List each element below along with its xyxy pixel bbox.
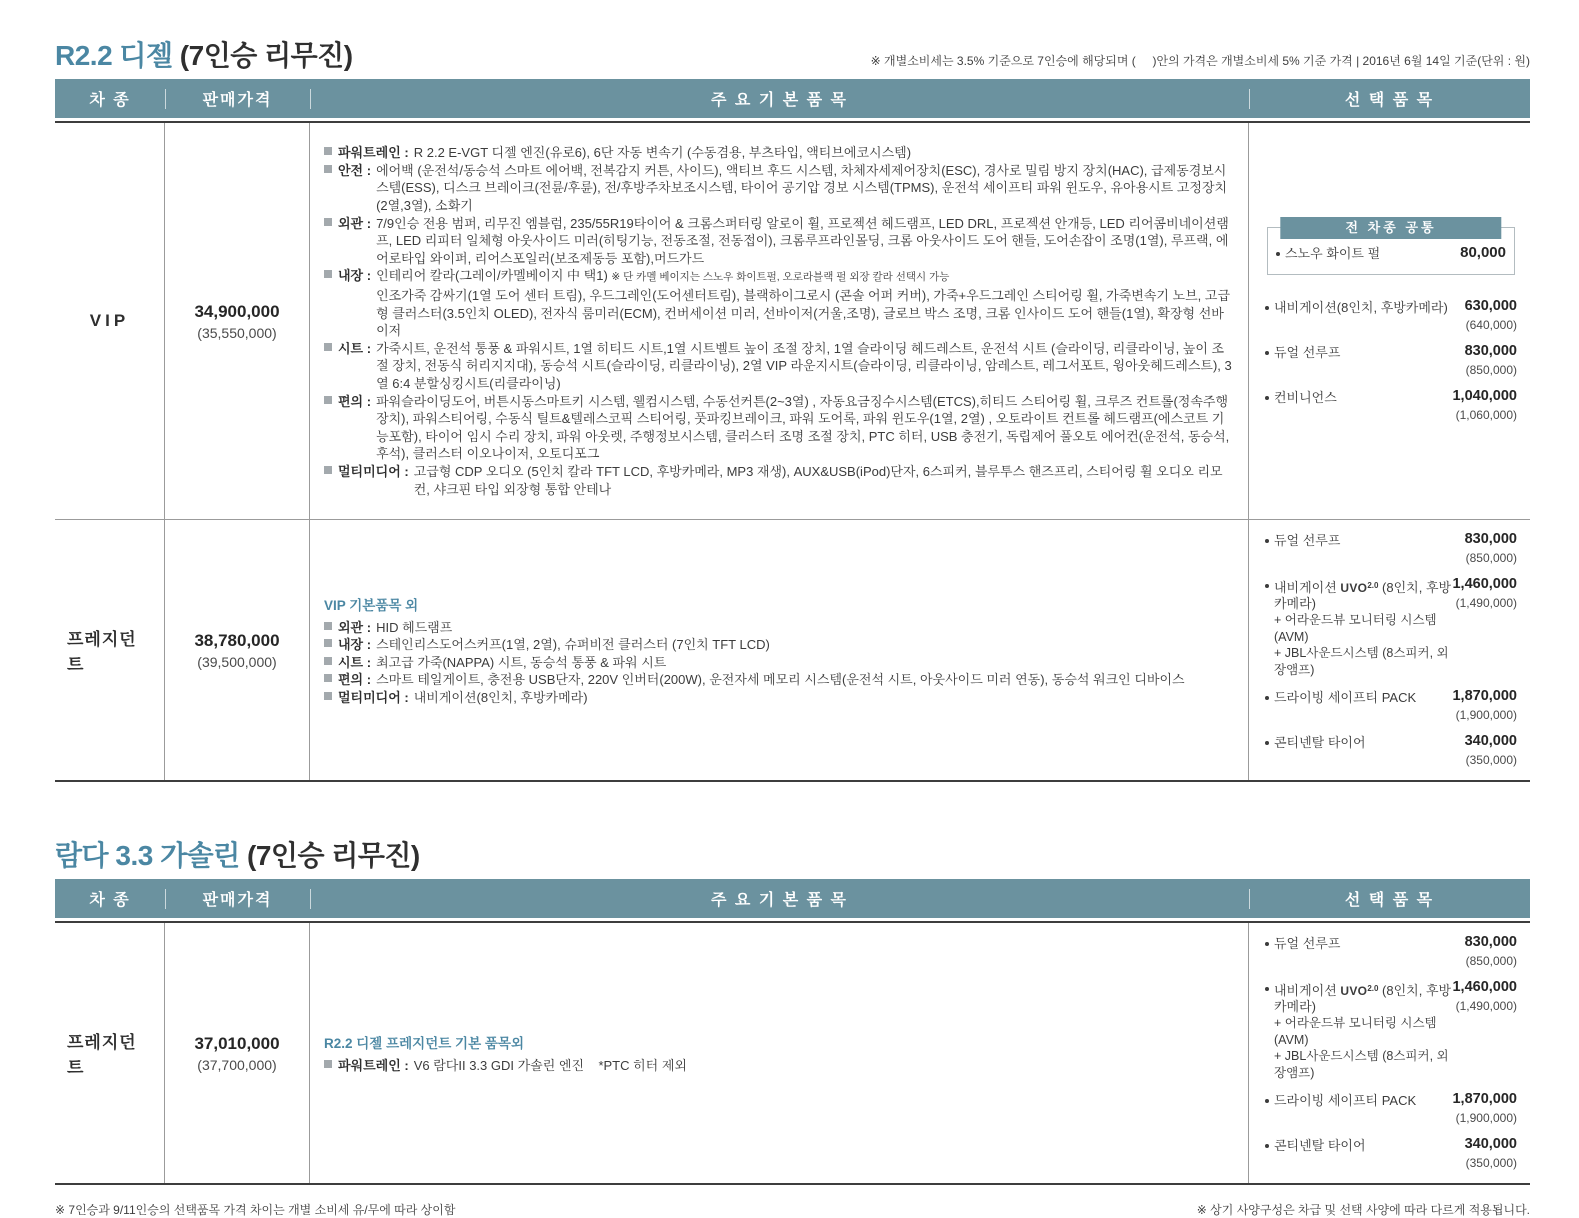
footnote-right: ※ 상기 사양구성은 차급 및 선택 사양에 따라 다르게 적용됩니다.	[1196, 1203, 1530, 1218]
option-item-dual-sunroof	[1265, 935, 1517, 969]
option-name: 드라이빙 세이프티 PACK	[1274, 1093, 1417, 1109]
option-price-alt: (350,000)	[1465, 753, 1517, 768]
section-title-accent: R2.2 디젤	[55, 40, 173, 71]
bullet-square-icon	[324, 692, 332, 700]
feature-label: 외관 :	[338, 619, 372, 635]
table-body	[55, 921, 1530, 1185]
price-main: 38,780,000	[194, 630, 280, 650]
bullet-square-icon	[324, 396, 332, 404]
feature-text: 파워슬라이딩도어, 버튼시동스마트키 시스템, 웰컴시스템, 수동선커튼(2~3열) , 자동요금징수시스템(ETCS),히티드 스티어링 휠, 크루즈 컨트롤(정속주행장치), 파워스티어링, 수동식 틸트&텔레스코픽 스티어링, 풋파킹브레이크, 파워 도어록, 파워 윈도우(1열, 2열) , 오토라이트 컨트롤 헤드램프(에스코트 기능포함), 타이어 임시 수리 장치, 파워 아웃렛, 주행정보시스템, 클러스터 조명 조절 장치, PTC 히터, USB 충전기, 독립제어 풀오토 에어컨(운전석, 동승석, 후석), 클러스터 이오나이저, 오토디포그	[376, 393, 1230, 462]
option-price: 630,000	[1464, 298, 1517, 315]
section-title	[55, 840, 420, 872]
col-header-features: 주 요 기 본 품 목	[310, 887, 1249, 910]
option-item-dual-sunroof	[1265, 344, 1517, 378]
option-subitem: + 어라운드뷰 모니터링 시스템(AVM)	[1274, 1016, 1437, 1047]
option-price-alt: (850,000)	[1465, 551, 1517, 566]
option-price: 1,870,000	[1452, 1091, 1517, 1108]
option-price-alt: (1,900,000)	[1455, 1111, 1517, 1126]
bullet-square-icon	[324, 657, 332, 665]
feature-item-safety	[324, 162, 1234, 215]
uvo-logo: UVO	[1340, 581, 1368, 596]
common-box-title: 전 차종 공통	[1280, 217, 1501, 239]
bullet-square-icon	[324, 466, 332, 474]
table-header	[55, 879, 1530, 918]
option-item-driving-safety-pack	[1265, 689, 1517, 723]
option-name: 내비게이션	[1274, 580, 1341, 596]
option-name: 콘티넨탈 타이어	[1274, 1138, 1366, 1154]
bullet-dot-icon	[1265, 942, 1269, 946]
footnotes	[55, 1201, 1530, 1218]
table-row-vip	[55, 123, 1530, 519]
col-header-model: 차 종	[89, 892, 131, 910]
feature-text: 스마트 테일게이트, 충전용 USB단자, 220V 인버터(200W), 운전자세 메모리 시스템(운전석 시트, 아웃사이드 미러 연동), 동승석 워크인 디바이스	[376, 672, 1185, 688]
section-title-rest: (7인승 리무진)	[172, 40, 353, 71]
model-name-president: 프레지던트	[55, 520, 165, 780]
bullet-dot-icon	[1265, 396, 1269, 400]
price-cell-president	[165, 520, 310, 780]
option-name: 듀얼 선루프	[1274, 936, 1341, 952]
option-item-continental-tire	[1265, 1137, 1517, 1171]
feature-label: 멀티미디어 :	[338, 690, 409, 706]
option-name-block	[1265, 980, 1452, 1081]
section-head	[55, 40, 1530, 72]
feature-label: 내장 :	[338, 637, 372, 653]
bullet-dot-icon	[1265, 1144, 1269, 1148]
option-name: 콘티넨탈 타이어	[1274, 735, 1366, 751]
feature-note: ※ 단 카멜 베이지는 스노우 화이트펄, 오로라블랙 펄 외장 칼라 선택시 가능	[611, 271, 950, 284]
option-item-navigation-uvo	[1265, 980, 1517, 1081]
bullet-dot-icon	[1265, 1099, 1269, 1103]
feature-text: 에어백 (운전석/동승석 스마트 에어백, 전복감지 커튼, 사이드), 액티브 후드 시스템, 차체자세제어장치(ESC), 경사로 밀림 방지 장치(HAC), 급제동경보시스템(ESS), 디스크 브레이크(전륜/후륜), 전/후방주차보조시스템, 타이어 공기압 경보 시스템(TPMS), 운전석 세이프티 파워 윈도우, 유아용시트 고정장치(2열,3열), 소화기	[376, 162, 1228, 214]
section-lambda-gasoline	[55, 840, 1530, 1185]
bullet-square-icon	[324, 165, 332, 173]
feature-item-exterior	[324, 215, 1234, 268]
feature-item-seat	[324, 340, 1234, 393]
section-r22-diesel	[55, 40, 1530, 782]
option-subitem: + JBL사운드시스템 (8스피커, 외장앰프)	[1274, 1049, 1449, 1080]
option-item-navigation-uvo	[1265, 577, 1517, 678]
features-cell-vip	[310, 123, 1249, 519]
feature-label: 멀티미디어 :	[338, 463, 409, 479]
common-options-box	[1267, 220, 1515, 275]
feature-item-powertrain	[324, 1057, 1234, 1075]
bullet-dot-icon	[1265, 584, 1269, 588]
base-package-note: VIP 기본품목 외	[324, 597, 419, 613]
option-name: 듀얼 선루프	[1274, 533, 1341, 549]
bullet-dot-icon	[1265, 741, 1269, 745]
bullet-dot-icon	[1276, 252, 1280, 256]
option-name: 스노우 화이트 펄	[1285, 246, 1381, 262]
bullet-square-icon	[324, 674, 332, 682]
feature-text: 고급형 CDP 오디오 (5인치 칼라 TFT LCD, 후방카메라, MP3 재생), AUX&USB(iPod)단자, 6스피커, 블루투스 핸즈프리, 스티어링 휠 오디오 리모컨, 샤크핀 타입 외장형 통합 안테나	[413, 463, 1223, 497]
feature-item-convenience	[324, 393, 1234, 463]
option-item-continental-tire	[1265, 734, 1517, 768]
option-name: 드라이빙 세이프티 PACK	[1274, 690, 1417, 706]
option-name: 컨비니언스	[1274, 390, 1337, 406]
option-price: 1,040,000	[1452, 388, 1517, 405]
option-price: 340,000	[1464, 1136, 1517, 1153]
table-row-president	[55, 519, 1530, 780]
feature-text: 인테리어 칼라(그레이/카멜베이지 中 택1)	[376, 268, 608, 284]
price-main: 34,900,000	[194, 301, 280, 321]
feature-item-interior	[324, 636, 1234, 654]
price-main: 37,010,000	[194, 1033, 280, 1053]
table-body	[55, 121, 1530, 782]
model-name-vip: VIP	[55, 123, 165, 519]
price-alt: (39,500,000)	[197, 653, 277, 670]
base-package-note: R2.2 디젤 프레지던트 기본 품목외	[324, 1036, 525, 1052]
bullet-dot-icon	[1265, 306, 1269, 310]
option-item-navigation	[1265, 299, 1517, 333]
bullet-square-icon	[324, 147, 332, 155]
section-title-rest: (7인승 리무진)	[239, 840, 420, 872]
option-price: 1,460,000	[1452, 576, 1517, 593]
feature-item-interior	[324, 267, 1234, 339]
option-item-driving-safety-pack	[1265, 1092, 1517, 1126]
feature-text: V6 람다II 3.3 GDI 가솔린 엔진 *PTC 히터 제외	[413, 1058, 687, 1074]
option-name-block	[1265, 577, 1452, 678]
feature-text: 7/9인승 전용 범퍼, 리무진 엠블럼, 235/55R19타이어 & 크롬스퍼터링 알로이 휠, 프로젝션 헤드램프, LED DRL, 프로젝션 안개등, LED 리어콤비네이션램프, LED 리피터 일체형 아웃사이드 미러(히팅기능, 전동조절, 전동접이), 크롬루프라인몰딩, 크롬 아웃사이드 도어 핸들, 도어손잡이 조명(1열), 루프랙, 에어로타입 와이퍼, 리어스포일러(보조제동등 포함),머드가드	[376, 215, 1229, 266]
feature-label: 시트 :	[338, 654, 372, 670]
bullet-square-icon	[324, 218, 332, 226]
option-name: 내비게이션	[1274, 983, 1341, 999]
col-header-price: 판매가격	[165, 887, 310, 910]
section-title	[55, 40, 353, 72]
feature-text-continued: 인조가죽 감싸기(1열 도어 센터 트림), 우드그레인(도어센터트림), 블랙하이그로시 (콘솔 어퍼 커버), 가죽+우드그레인 스티어링 휠, 가죽변속기 노브, 고급형 클러스터(3.5인치 OLED), 전자식 룸미러(ECM), 컨버세이션 미러, 선바이저(거울,조명), 글로브 박스 조명, 크롬 인사이드 도어 핸들(1열), 확장형 선바이저	[376, 288, 1231, 339]
feature-label: 외관 :	[338, 215, 372, 231]
feature-item-multimedia	[324, 689, 1234, 707]
option-price-alt: (1,490,000)	[1455, 596, 1517, 611]
option-price: 1,870,000	[1452, 688, 1517, 705]
option-item-dual-sunroof	[1265, 532, 1517, 566]
table-header	[55, 79, 1530, 118]
option-price: 80,000	[1460, 244, 1506, 262]
feature-label: 내장 :	[338, 268, 372, 284]
uvo-version: 2.0	[1367, 984, 1379, 994]
features-cell-president	[310, 520, 1249, 780]
option-item-convenience	[1265, 389, 1517, 423]
col-header-options: 선 택 품 목	[1249, 887, 1530, 910]
option-name-suffix: (8인치, 후방카메라)	[1274, 580, 1452, 612]
option-name: 내비게이션(8인치, 후방카메라)	[1274, 300, 1448, 316]
feature-text: R 2.2 E-VGT 디젤 엔진(유로6), 6단 자동 변속기 (수동겸용, 부츠타입, 액티브에코시스템)	[413, 145, 912, 161]
bullet-square-icon	[324, 622, 332, 630]
feature-item-exterior	[324, 619, 1234, 637]
feature-item-powertrain	[324, 144, 1234, 162]
option-price-alt: (1,490,000)	[1455, 999, 1517, 1014]
feature-label: 편의 :	[338, 393, 372, 409]
feature-label: 파워트레인 :	[338, 1058, 409, 1074]
feature-label: 시트 :	[338, 340, 372, 356]
options-cell-president	[1249, 923, 1530, 1183]
option-price-alt: (640,000)	[1465, 318, 1517, 333]
option-price-alt: (350,000)	[1465, 1156, 1517, 1171]
feature-label: 안전 :	[338, 162, 372, 178]
col-header-price: 판매가격	[165, 87, 310, 110]
bullet-dot-icon	[1265, 987, 1269, 991]
bullet-dot-icon	[1265, 539, 1269, 543]
option-name: 듀얼 선루프	[1274, 345, 1341, 361]
feature-label: 파워트레인 :	[338, 145, 409, 161]
bullet-square-icon	[324, 270, 332, 278]
option-price: 830,000	[1464, 531, 1517, 548]
option-item-snow-white-pearl	[1276, 245, 1506, 262]
option-price-alt: (850,000)	[1465, 954, 1517, 969]
col-header-model: 차 종	[89, 92, 131, 110]
uvo-version: 2.0	[1367, 581, 1379, 591]
section-title-accent: 람다 3.3 가솔린	[55, 840, 240, 872]
option-price: 1,460,000	[1452, 979, 1517, 996]
feature-label: 편의 :	[338, 672, 372, 688]
uvo-logo: UVO	[1340, 984, 1368, 999]
option-price-alt: (850,000)	[1465, 363, 1517, 378]
options-cell-president	[1249, 520, 1530, 780]
bullet-dot-icon	[1265, 696, 1269, 700]
col-header-features: 주 요 기 본 품 목	[310, 87, 1249, 110]
option-price: 830,000	[1464, 934, 1517, 951]
bullet-square-icon	[324, 1060, 332, 1068]
tax-basis-note: ※ 개별소비세는 3.5% 기준으로 7인승에 해당되며 ( )안의 가격은 개별소비세 5% 기준 가격 | 2016년 6월 14일 기준(단위 : 원)	[870, 54, 1530, 69]
option-price-alt: (1,900,000)	[1455, 708, 1517, 723]
feature-text: 내비게이션(8인치, 후방카메라)	[413, 690, 588, 706]
bullet-square-icon	[324, 639, 332, 647]
price-cell-vip	[165, 123, 310, 519]
price-alt: (35,550,000)	[197, 324, 277, 341]
price-cell-president	[165, 923, 310, 1183]
col-header-options: 선 택 품 목	[1249, 87, 1530, 110]
feature-text: HID 헤드램프	[376, 619, 453, 635]
feature-text: 가죽시트, 운전석 통풍 & 파워시트, 1열 히티드 시트,1열 시트벨트 높이 조절 장치, 1열 슬라이딩 헤드레스트, 운전석 시트 (슬라이딩, 리클라이닝, 높이 조절 장치, 전동식 허리지지대), 동승석 시트(슬라이딩, 리클라이닝), 2열 VIP 라운지시트(슬라이딩, 리클라이닝, 암레스트, 레그서포트, 윙아웃헤드레스트), 3열 6:4 분할싱킹시트(리클라이닝)	[376, 340, 1232, 391]
feature-text: 최고급 가죽(NAPPA) 시트, 동승석 통풍 & 파워 시트	[376, 654, 667, 670]
section-head	[55, 840, 1530, 872]
table-row-president	[55, 923, 1530, 1183]
bullet-square-icon	[324, 343, 332, 351]
feature-item-multimedia	[324, 463, 1234, 498]
bullet-dot-icon	[1265, 351, 1269, 355]
model-name-president: 프레지던트	[55, 923, 165, 1183]
option-price-alt: (1,060,000)	[1455, 408, 1517, 423]
option-subitem: + JBL사운드시스템 (8스피커, 외장앰프)	[1274, 646, 1449, 677]
feature-text: 스테인리스도어스커프(1열, 2열), 슈퍼비전 클러스터 (7인치 TFT LCD)	[376, 637, 770, 653]
price-alt: (37,700,000)	[197, 1056, 277, 1073]
option-price: 340,000	[1464, 733, 1517, 750]
feature-item-convenience	[324, 671, 1234, 689]
option-price: 830,000	[1464, 343, 1517, 360]
footnote-left: ※ 7인승과 9/11인승의 선택품목 가격 차이는 개별 소비세 유/무에 따라 상이함	[55, 1203, 456, 1218]
option-name-suffix: (8인치, 후방카메라)	[1274, 983, 1452, 1015]
option-subitem: + 어라운드뷰 모니터링 시스템(AVM)	[1274, 613, 1437, 644]
options-cell-vip	[1249, 123, 1530, 519]
feature-item-seat	[324, 654, 1234, 672]
features-cell-president	[310, 923, 1249, 1183]
